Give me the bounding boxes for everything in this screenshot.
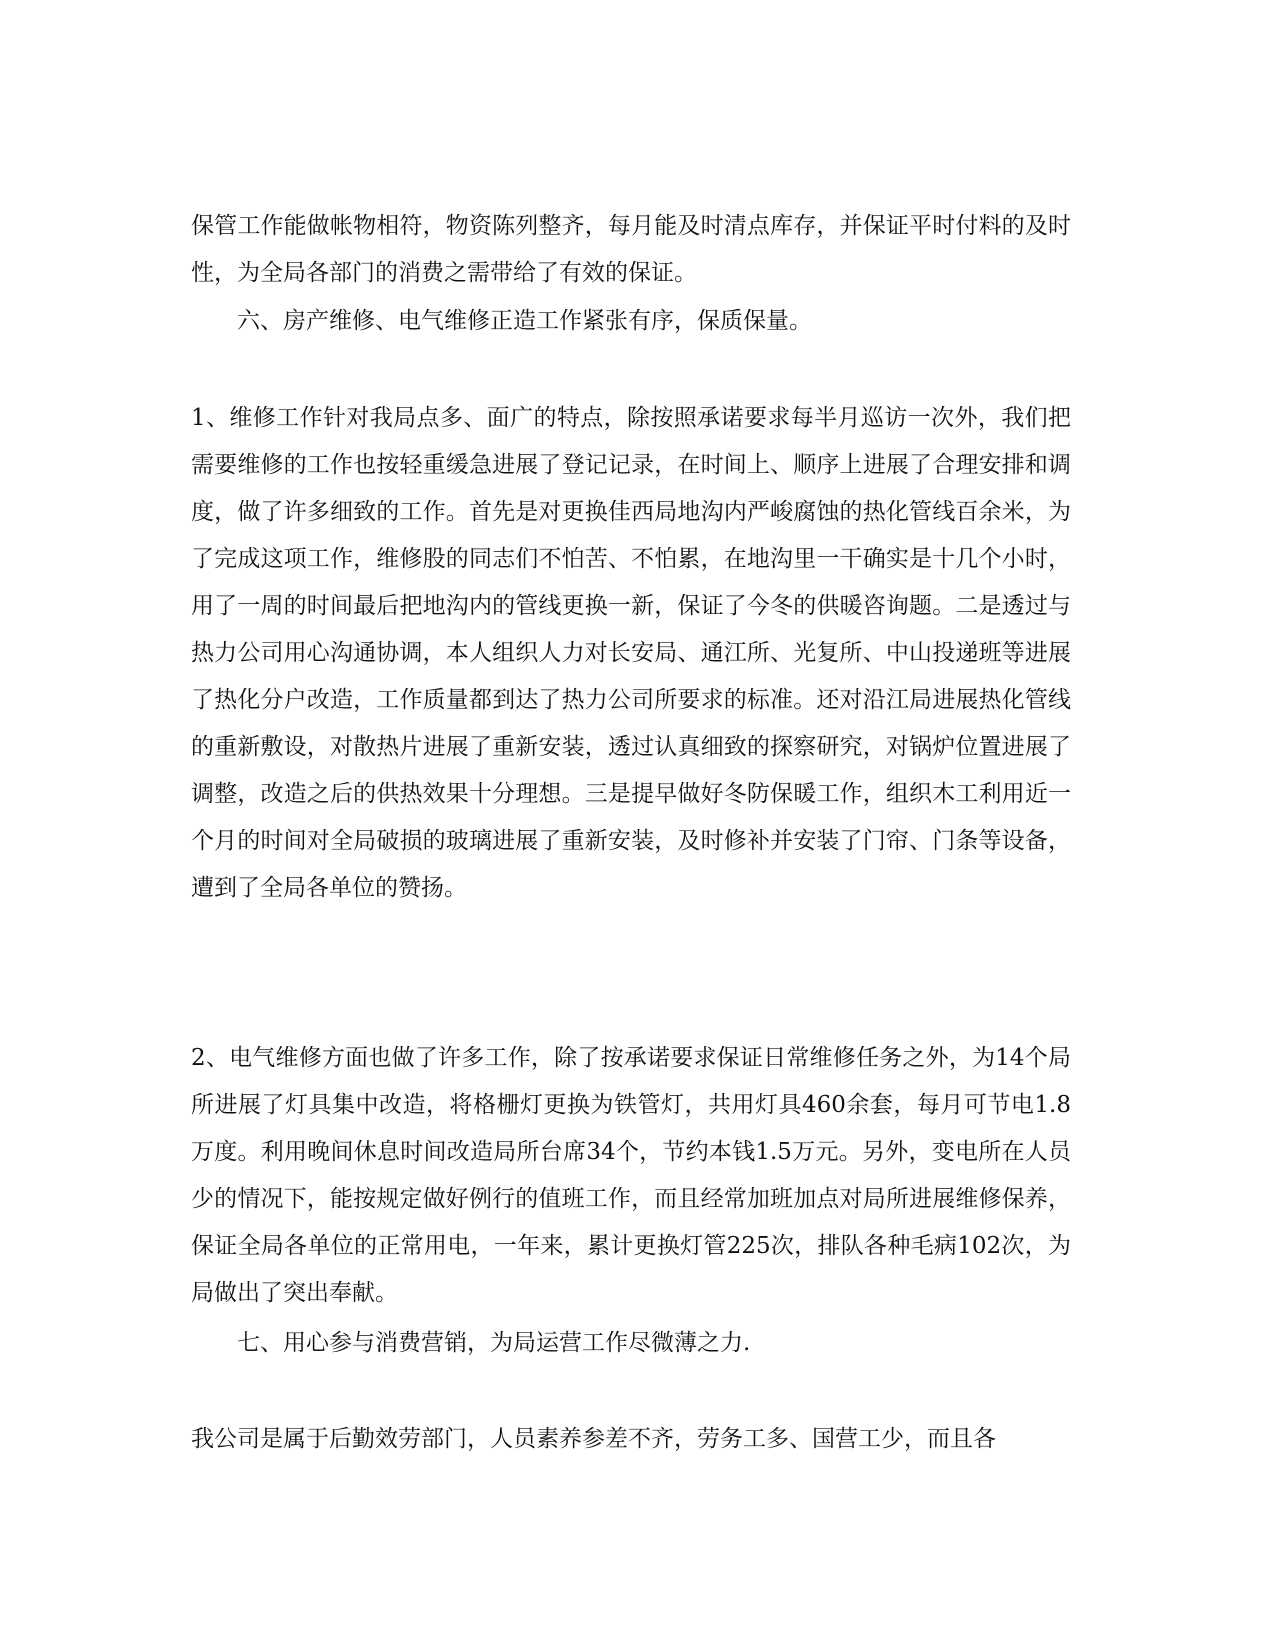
section-heading-seven: 七、用心参与消费营销，为局运营工作尽微薄之力. — [237, 1330, 751, 1356]
paragraph-electrical-maintenance: 2、电气维修方面也做了许多工作，除了按承诺要求保证日常维修任务之外，为14个局所进展了灯具集中改造，将格栅灯更换为铁管灯，共用灯具460余套，每月可节电1.8万度。利用晚间休息时间改造局所台席34个，节约本钱1.5万元。另外，变电所在人员少的情况下，能按规定做好例行的值班工作，而且经常加班加点对局所进展维修保养，保证全局各单位的正常用电，一年来，累计更换灯管225次，排队各种毛病102次，为局做出了突出奉献。 — [191, 1045, 1071, 1306]
section-heading-six: 六、房产维修、电气维修正造工作紧张有序，保质保量。 — [237, 308, 812, 334]
paragraph-storage-management: 保管工作能做帐物相符，物资陈列整齐，每月能及时清点库存，并保证平时付料的及时性，为全局各部门的消费之需带给了有效的保证。 — [191, 213, 1071, 286]
paragraph-maintenance-work: 1、维修工作针对我局点多、面广的特点，除按照承诺要求每半月巡访一次外，我们把需要维修的工作也按轻重缓急进展了登记记录，在时间上、顺序上进展了合理安排和调度，做了许多细致的工作。首先是对更换佳西局地沟内严峻腐蚀的热化管线百余米，为了完成这项工作，维修股的同志们不怕苦、不怕累，在地沟里一干确实是十几个小时，用了一周的时间最后把地沟内的管线更换一新，保证了今冬的供暖咨询题。二是透过与热力公司用心沟通协调，本人组织人力对长安局、通江所、光复所、中山投递班等进展了热化分户改造，工作质量都到达了热力公司所要求的标准。还对沿江局进展热化管线的重新敷设，对散热片进展了重新安装，透过认真细致的探察研究，对锅炉位置进展了调整，改造之后的供热效果十分理想。三是提早做好冬防保暖工作，组织木工利用近一个月的时间对全局破损的玻璃进展了重新安装，及时修补并安装了门帘、门条等设备，遭到了全局各单位的赞扬。 — [191, 405, 1071, 901]
paragraph-company-intro: 我公司是属于后勤效劳部门，人员素养参差不齐，劳务工多、国营工少，而且各 — [191, 1426, 996, 1452]
